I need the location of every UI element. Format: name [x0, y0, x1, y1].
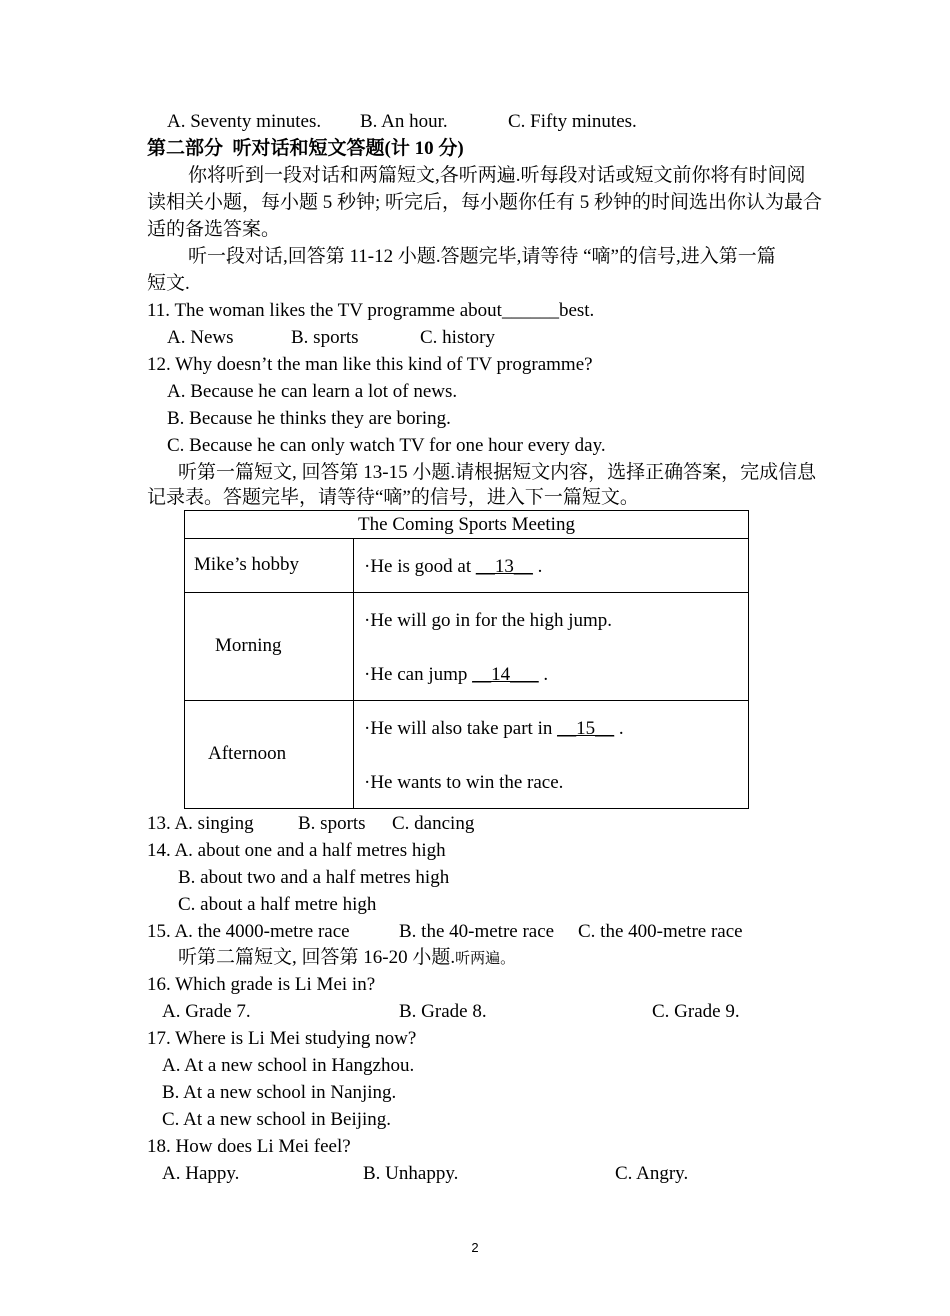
q11-option-a: A. News	[167, 327, 234, 348]
table-row-hobby-label	[185, 539, 354, 593]
q13-option-c: C. dancing	[392, 813, 475, 834]
blank-13[interactable]: __13__	[475, 556, 533, 577]
part2-intro-line-1: 你将听到一段对话和两篇短文,各听两遍.听每段对话或短文前你将有时间阅	[188, 165, 806, 186]
afternoon-line-1: ·He will also take part in __15__ .	[364, 718, 624, 739]
hobby-label: Mike’s hobby	[194, 554, 300, 575]
q16-option-b: B. Grade 8.	[399, 1001, 487, 1022]
q11-option-b: B. sports	[291, 327, 359, 348]
q11-stem: 11. The woman likes the TV programme about______best.	[147, 300, 595, 321]
q12-option-b: B. Because he thinks they are boring.	[167, 408, 451, 429]
dialogue-instruction-line-1: 听一段对话,回答第 11-12 小题.答题完毕,请等待 “嘀”的信号,进入第一篇	[188, 246, 776, 267]
dialogue-instruction-line-2: 短文.	[147, 273, 190, 294]
passage1-instruction-line-2: 记录表。答题完毕，请等待“嘀”的信号，进入下一篇短文。	[147, 487, 639, 508]
afternoon-label: Afternoon	[208, 743, 287, 764]
q14-option-c: C. about a half metre high	[178, 894, 377, 915]
q14-option-a: 14. A. about one and a half metres high	[147, 840, 446, 861]
morning-line-2: ·He can jump __14___ .	[364, 664, 549, 685]
q17-option-c: C. At a new school in Beijing.	[162, 1109, 392, 1130]
q14-option-b: B. about two and a half metres high	[178, 867, 450, 888]
blank-14[interactable]: __14___	[472, 664, 539, 685]
q18-stem: 18. How does Li Mei feel?	[147, 1136, 351, 1157]
passage1-instruction-line-1: 听第一篇短文, 回答第 13-15 小题.请根据短文内容，选择正确答案，完成信息	[178, 462, 817, 483]
part2-intro-line-2: 读相关小题，每小题 5 秒钟; 听完后，每小题你任有 5 秒钟的时间选出你认为最合	[147, 192, 823, 213]
q11-option-c: C. history	[420, 327, 495, 348]
q12-option-c: C. Because he can only watch TV for one hour every day.	[167, 435, 606, 456]
q13-option-a: 13. A. singing	[147, 813, 254, 834]
table-row-morning-label	[185, 593, 354, 701]
q17-option-a: A. At a new school in Hangzhou.	[162, 1055, 415, 1076]
q15-option-c: C. the 400-metre race	[578, 921, 743, 942]
table-row-afternoon-content	[354, 701, 749, 809]
table-row-afternoon-label	[185, 701, 354, 809]
part2-heading: 第二部分 听对话和短文答题(计 10 分)	[147, 138, 464, 159]
info-record-table	[184, 510, 749, 809]
table-title: The Coming Sports Meeting	[185, 511, 749, 539]
q12-stem: 12. Why doesn’t the man like this kind of TV programme?	[147, 354, 593, 375]
q12-option-a: A. Because he can learn a lot of news.	[167, 381, 458, 402]
afternoon-line-2: ·He wants to win the race.	[364, 772, 564, 793]
q15-option-b: B. the 40-metre race	[399, 921, 555, 942]
table-row-morning-content	[354, 593, 749, 701]
q18-option-b: B. Unhappy.	[363, 1163, 459, 1184]
part2-intro-line-3: 适的备选答案。	[147, 219, 281, 240]
passage2-instruction: 听第二篇短文, 回答第 16-20 小题.听两遍。	[178, 947, 516, 968]
q17-option-b: B. At a new school in Nanjing.	[162, 1082, 397, 1103]
q10-option-b: B. An hour.	[360, 111, 448, 132]
q10-option-a: A. Seventy minutes.	[167, 111, 322, 132]
table-row-hobby-content	[354, 539, 749, 593]
q17-stem: 17. Where is Li Mei studying now?	[147, 1028, 417, 1049]
q16-option-c: C. Grade 9.	[652, 1001, 740, 1022]
blank-15[interactable]: __15__	[557, 718, 615, 739]
q18-option-c: C. Angry.	[615, 1163, 689, 1184]
morning-label: Morning	[215, 635, 282, 656]
q15-option-a: 15. A. the 4000-metre race	[147, 921, 350, 942]
q10-option-c: C. Fifty minutes.	[508, 111, 637, 132]
q16-stem: 16. Which grade is Li Mei in?	[147, 974, 376, 995]
q18-option-a: A. Happy.	[162, 1163, 240, 1184]
page-number: 2	[471, 1240, 479, 1255]
q16-option-a: A. Grade 7.	[162, 1001, 251, 1022]
q13-option-b: B. sports	[298, 813, 366, 834]
hobby-line: ·He is good at __13__ .	[364, 556, 543, 577]
morning-line-1: ·He will go in for the high jump.	[364, 610, 613, 631]
